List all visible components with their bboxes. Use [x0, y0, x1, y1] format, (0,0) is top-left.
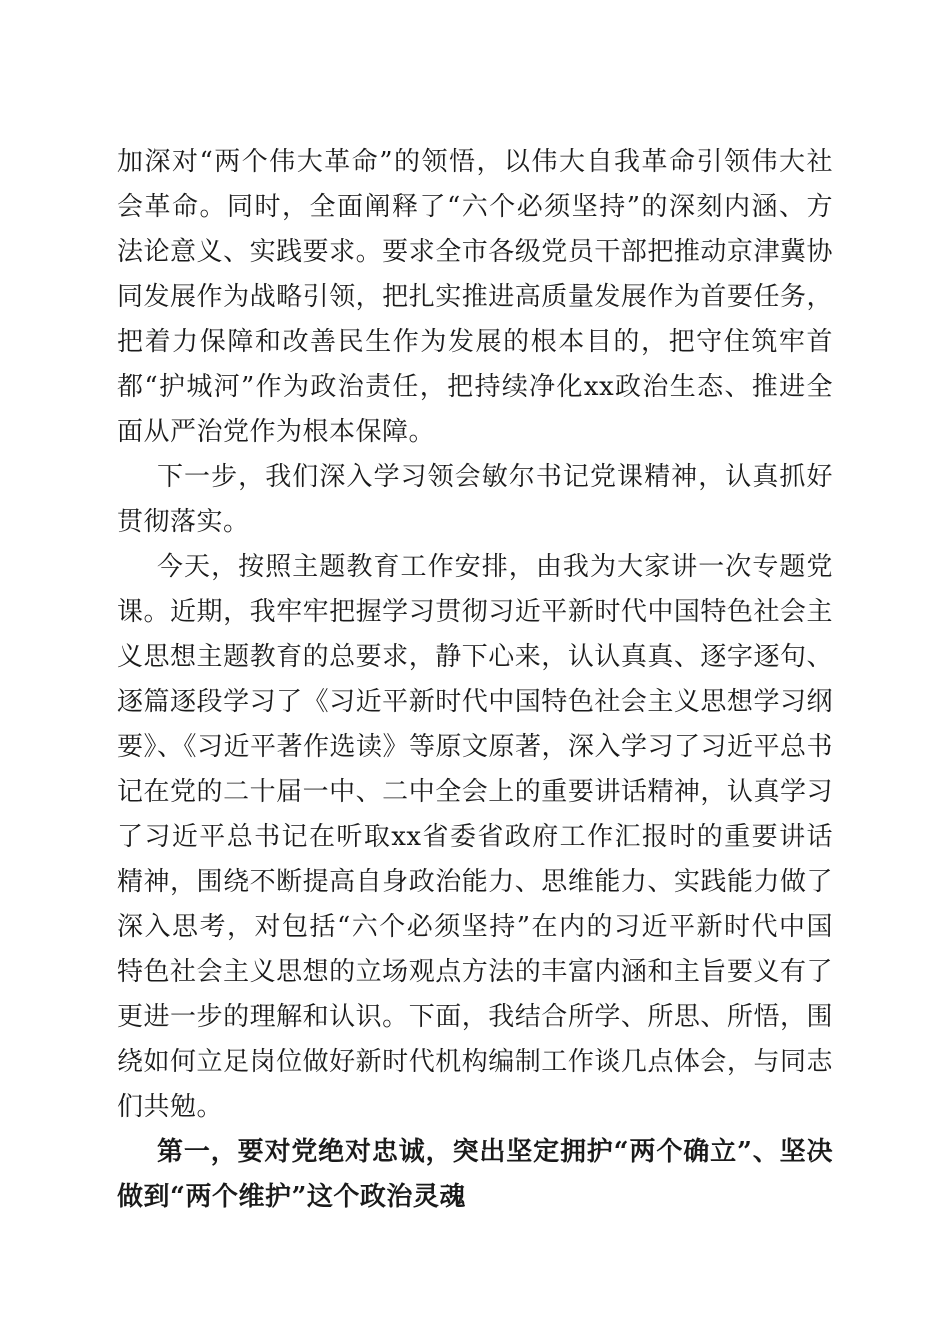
section-heading-first: 第一，要对党绝对忠诚，突出坚定拥护“两个确立”、坚决做到“两个维护”这个政治灵魂	[117, 1137, 833, 1212]
paragraph-introduction: 今天，按照主题教育工作安排，由我为大家讲一次专题党课。近期，我牢牢把握学习贯彻习近平新时代中国特色社会主义思想主题教育的总要求，静下心来，认认真真、逐字逐句、逐篇逐段学习了《习近平新时代中国特色社会主义思想学习纲要》、《习近平著作选读》等原文原著，深入学习了习近平总书记在党的二十届一中、二中全会上的重要讲话精神，认真学习了习近平总书记在听取xx省委省政府工作汇报时的重要讲话精神，围绕不断提高自身政治能力、思维能力、实践能力做了深入思考，对包括“六个必须坚持”在内的习近平新时代中国特色社会主义思想的立场观点方法的丰富内涵和主旨要义有了更进一步的理解和认识。下面，我结合所学、所思、所悟，围绕如何立足岗位做好新时代机构编制工作谈几点体会，与同志们共勉。	[117, 552, 834, 1122]
paragraph-continuation: 加深对“两个伟大革命”的领悟，以伟大自我革命引领伟大社会革命。同时，全面阐释了“六个必须坚持”的深刻内涵、方法论意义、实践要求。要求全市各级党员干部把推动京津冀协同发展作为战略引领，把扎实推进高质量发展作为首要任务，把着力保障和改善民生作为发展的根本目的，把守住筑牢首都“护城河”作为政治责任，把持续净化xx政治生态、推进全面从严治党作为根本保障。	[117, 147, 833, 447]
paragraph-next-step: 下一步，我们深入学习领会敏尔书记党课精神，认真抓好贯彻落实。	[117, 462, 833, 537]
document-body	[117, 140, 833, 1220]
